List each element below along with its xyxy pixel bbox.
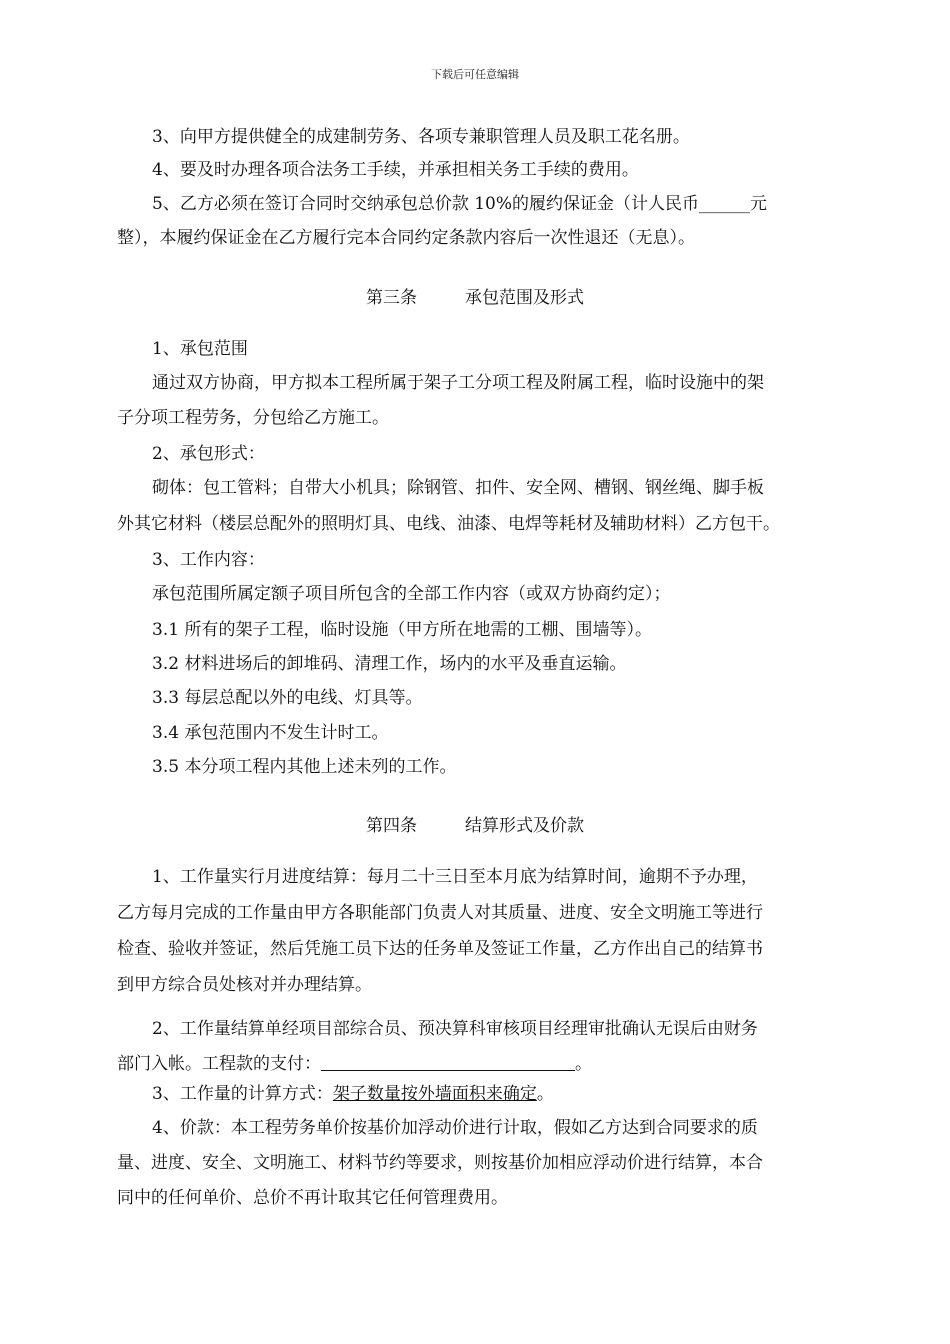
- paragraph-line: 2、工作量结算单经项目部综合员、预决算科审核项目经理审批确认无误后由财务: [152, 1019, 758, 1039]
- paragraph-text: 3、工作量的计算方式：: [152, 1084, 333, 1104]
- paragraph-line: 3.1 所有的架子工程，临时设施（甲方所在地需的工棚、围墙等）。: [152, 620, 652, 640]
- underlined-text: 架子数量按外墙面积来确定: [332, 1084, 537, 1104]
- paragraph-line: 2、承包形式：: [152, 444, 265, 464]
- paragraph-line: 3.4 承包范围内不发生计时工。: [152, 723, 389, 743]
- paragraph-line: 检查、验收并签证，然后凭施工员下达的任务单及签证工作量，乙方作出自己的结算书: [117, 939, 763, 959]
- paragraph-line: 量、进度、安全、文明施工、材料节约等要求，则按基价加相应浮动价进行结算，本合: [117, 1153, 763, 1173]
- paragraph-line: 砌体：包工管料；自带大小机具；除钢管、扣件、安全网、槽钢、钢丝绳、脚手板: [152, 478, 764, 498]
- paragraph-line: 乙方每月完成的工作量由甲方各职能部门负责人对其质量、进度、安全文明施工等进行: [117, 903, 763, 923]
- paragraph-line: 到甲方综合员处核对并办理结算。: [117, 975, 372, 995]
- paragraph-line: 3.5 本分项工程内其他上述未列的工作。: [152, 757, 457, 777]
- paragraph-line: 子分项工程劳务，分包给乙方施工。: [117, 408, 389, 428]
- section-title: 承包范围及形式: [465, 288, 584, 308]
- payment-blank: [321, 1054, 575, 1071]
- section-heading-4: [0, 815, 950, 837]
- paragraph-line: 通过双方协商，甲方拟本工程所属于架子工分项工程及附属工程，临时设施中的架: [152, 373, 764, 393]
- paragraph-line: 3.3 每层总配以外的电线、灯具等。: [152, 688, 423, 708]
- paragraph-line: 1、工作量实行月进度结算：每月二十三日至本月底为结算时间，逾期不予办理，: [152, 867, 758, 887]
- paragraph-text: 部门入帐。工程款的支付：: [117, 1054, 321, 1074]
- paragraph-text: 。: [575, 1054, 592, 1074]
- clause-text: 元: [750, 194, 768, 214]
- paragraph-line: 3.2 材料进场后的卸堆码、清理工作，场内的水平及垂直运输。: [152, 654, 627, 674]
- deposit-blank: ______: [699, 194, 751, 214]
- paragraph-line: 承包范围所属定额子项目所包含的全部工作内容（或双方协商约定）；: [152, 584, 671, 604]
- clause-line: 整），本履约保证金在乙方履行完本合同约定条款内容后一次性退还（无息）。: [117, 228, 695, 248]
- section-number: 第三条: [366, 288, 417, 308]
- paragraph-line: 外其它材料（楼层总配外的照明灯具、电线、油漆、电焊等耗材及辅助材料）乙方包干。: [117, 514, 780, 534]
- paragraph-text: 。: [536, 1084, 554, 1104]
- paragraph-line: 3、工作内容：: [152, 550, 265, 570]
- clause-line: [152, 193, 767, 215]
- section-number: 第四条: [366, 816, 417, 836]
- paragraph-line: 4、价款：本工程劳务单价按基价加浮动价进行计取，假如乙方达到合同要求的质: [152, 1118, 758, 1138]
- paragraph-line: [117, 1053, 592, 1075]
- clause-line: 3、向甲方提供健全的成建制劳务、各项专兼职管理人员及职工花名册。: [152, 127, 690, 147]
- section-heading-3: [0, 287, 950, 309]
- clause-text: 5、乙方必须在签订合同时交纳承包总价款 10%的履约保证金（计人民币: [152, 194, 700, 214]
- section-title: 结算形式及价款: [465, 816, 584, 836]
- paragraph-line: [152, 1083, 554, 1105]
- page-header: 下载后可任意编辑: [431, 68, 519, 81]
- clause-line: 4、要及时办理各项合法务工手续，并承担相关务工手续的费用。: [152, 160, 639, 180]
- paragraph-line: 1、承包范围: [152, 339, 248, 359]
- paragraph-line: 同中的任何单价、总价不再计取其它任何管理费用。: [117, 1188, 508, 1208]
